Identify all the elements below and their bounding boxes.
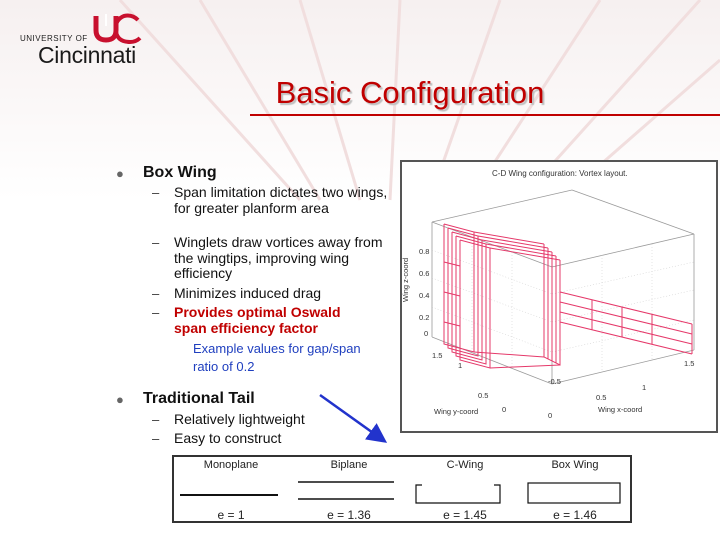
x-tick: -0.5 <box>548 377 561 386</box>
y-tick: 0 <box>502 405 507 414</box>
example-note: Example values for gap/span ratio of 0.2 <box>193 341 361 374</box>
y-tick: 0.5 <box>478 391 489 400</box>
title-underline <box>250 114 720 116</box>
efficiency-value: e = 1.46 <box>553 508 597 522</box>
box-wing-point: Winglets draw vortices away from the wingtips, improving wing efficiency <box>174 234 383 281</box>
efficiency-value: e = 1.45 <box>443 508 487 522</box>
z-tick: 0.4 <box>419 291 430 300</box>
z-axis-label: Wing z-coord <box>401 257 410 302</box>
box-wing-point-highlight: Provides optimal Oswald span efficiency factor <box>174 304 341 336</box>
z-tick: 0 <box>424 329 429 338</box>
dash-icon: – <box>152 431 160 446</box>
traditional-tail-heading: Traditional Tail <box>143 390 255 407</box>
bullet-icon: ● <box>116 392 124 407</box>
x-tick: 1.5 <box>684 359 695 368</box>
config-cell-biplane <box>292 457 406 521</box>
bullet-icon: ● <box>116 166 124 181</box>
z-tick: 0.8 <box>419 247 430 256</box>
config-name: C-Wing <box>446 459 484 471</box>
logo-university-of: UNIVERSITY OF <box>20 34 88 43</box>
box-wing-heading: Box Wing <box>143 164 217 181</box>
slide-title: Basic Configuration <box>275 75 545 110</box>
x-axis-label: Wing x-coord <box>598 405 643 414</box>
vortex-plot-canvas <box>402 162 716 431</box>
dash-icon: – <box>152 412 160 427</box>
box-wing-point: Minimizes induced drag <box>174 285 322 301</box>
box-wing-point: Span limitation dictates two wings, for greater planform area <box>174 184 388 216</box>
dash-icon: – <box>152 305 160 320</box>
z-tick: 0.2 <box>419 313 430 322</box>
efficiency-value: e = 1 <box>217 508 245 522</box>
vortex-lattice <box>444 224 695 368</box>
tail-point: Easy to construct <box>174 430 282 446</box>
plot-axes-frame <box>432 190 694 384</box>
z-tick: 0.6 <box>419 269 430 278</box>
dash-icon: – <box>152 286 160 301</box>
y-tick: 1 <box>458 361 463 370</box>
efficiency-comparison-table <box>172 455 632 523</box>
university-logo <box>20 14 145 66</box>
dash-icon: – <box>152 185 160 200</box>
y-axis-label: Wing y-coord <box>434 407 479 416</box>
x-tick: 0.5 <box>596 393 607 402</box>
vortex-layout-plot <box>400 160 718 433</box>
config-name: Box Wing <box>551 459 599 471</box>
config-cell-box-wing <box>518 457 632 521</box>
logo-cincinnati: Cincinnati <box>38 42 136 68</box>
efficiency-value: e = 1.36 <box>327 508 371 522</box>
uc-emblem-icon <box>92 14 142 44</box>
x-tick: 0 <box>548 411 553 420</box>
dash-icon: – <box>152 235 160 250</box>
tail-point: Relatively lightweight <box>174 411 305 427</box>
config-cell-c-wing <box>408 457 522 521</box>
x-tick: 1 <box>642 383 647 392</box>
plot-title: C-D Wing configuration: Vortex layout. <box>492 169 628 178</box>
y-tick: 1.5 <box>432 351 443 360</box>
config-name: Biplane <box>330 459 368 471</box>
config-cell-monoplane <box>174 457 288 521</box>
config-name: Monoplane <box>203 459 259 471</box>
